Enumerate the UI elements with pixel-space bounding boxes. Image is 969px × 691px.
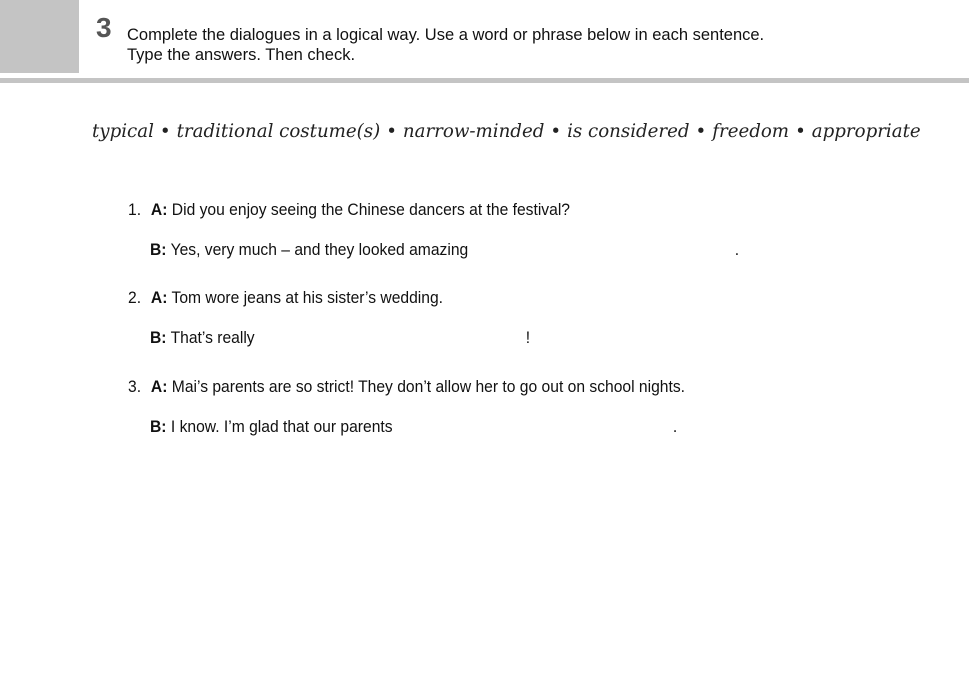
word-bank-separator: • (795, 121, 806, 142)
answer-input-2[interactable] (259, 328, 526, 348)
speaker-a-label: A: (150, 288, 168, 307)
exercise-instructions (127, 25, 764, 65)
dialogue-1-line-b (150, 240, 739, 260)
word-bank-item: freedom (712, 121, 790, 142)
word-bank-separator: • (695, 121, 707, 142)
dialogue-number: 2. (128, 288, 142, 307)
speaker-b-label: B: (150, 240, 167, 259)
word-bank-item: traditional costume(s) (176, 121, 381, 142)
instruction-line-2: Type the answers. Then check. (127, 46, 356, 64)
header-grey-box (0, 0, 79, 73)
exercise-header (0, 0, 969, 84)
word-bank-separator: • (386, 121, 397, 142)
exercise-number: 3 (96, 12, 112, 43)
word-bank-separator: • (159, 121, 171, 142)
word-bank-item: narrow-minded (402, 121, 545, 142)
dialogue-2-line-a (128, 288, 443, 308)
speaker-b-text: Yes, very much – and they looked amazing (170, 240, 469, 259)
answer-input-3[interactable] (397, 417, 673, 437)
word-bank-separator: • (550, 121, 562, 142)
speaker-a-text: Did you enjoy seeing the Chinese dancers at the festival? (171, 200, 571, 219)
word-bank-item: appropriate (811, 121, 921, 142)
dialogue-3-line-a (128, 377, 685, 397)
speaker-a-label: A: (150, 377, 168, 396)
speaker-a-text: Tom wore jeans at his sister’s wedding. (171, 288, 444, 307)
speaker-a-label: A: (150, 200, 168, 219)
header-divider (0, 78, 969, 83)
word-bank (92, 121, 952, 142)
sentence-end-punctuation: . (734, 240, 740, 259)
speaker-b-text: That’s really (170, 328, 255, 347)
instruction-line-1: Complete the dialogues in a logical way. Use a word or phrase below in each sentence. (127, 26, 765, 44)
word-bank-item: is considered (567, 121, 690, 142)
sentence-end-punctuation: . (672, 417, 678, 436)
dialogue-number: 1. (128, 200, 142, 219)
dialogue-2-line-b (150, 328, 530, 348)
speaker-b-text: I know. I’m glad that our parents (170, 417, 393, 436)
speaker-a-text: Mai’s parents are so strict! They don’t allow her to go out on school nights. (171, 377, 686, 396)
speaker-b-label: B: (150, 417, 167, 436)
speaker-b-label: B: (150, 328, 167, 347)
sentence-end-punctuation: ! (525, 328, 531, 347)
dialogue-1-line-a (128, 200, 570, 220)
answer-input-1[interactable] (473, 240, 735, 260)
dialogue-number: 3. (128, 377, 142, 396)
dialogue-3-line-b (150, 417, 677, 437)
word-bank-item: typical (92, 121, 154, 142)
